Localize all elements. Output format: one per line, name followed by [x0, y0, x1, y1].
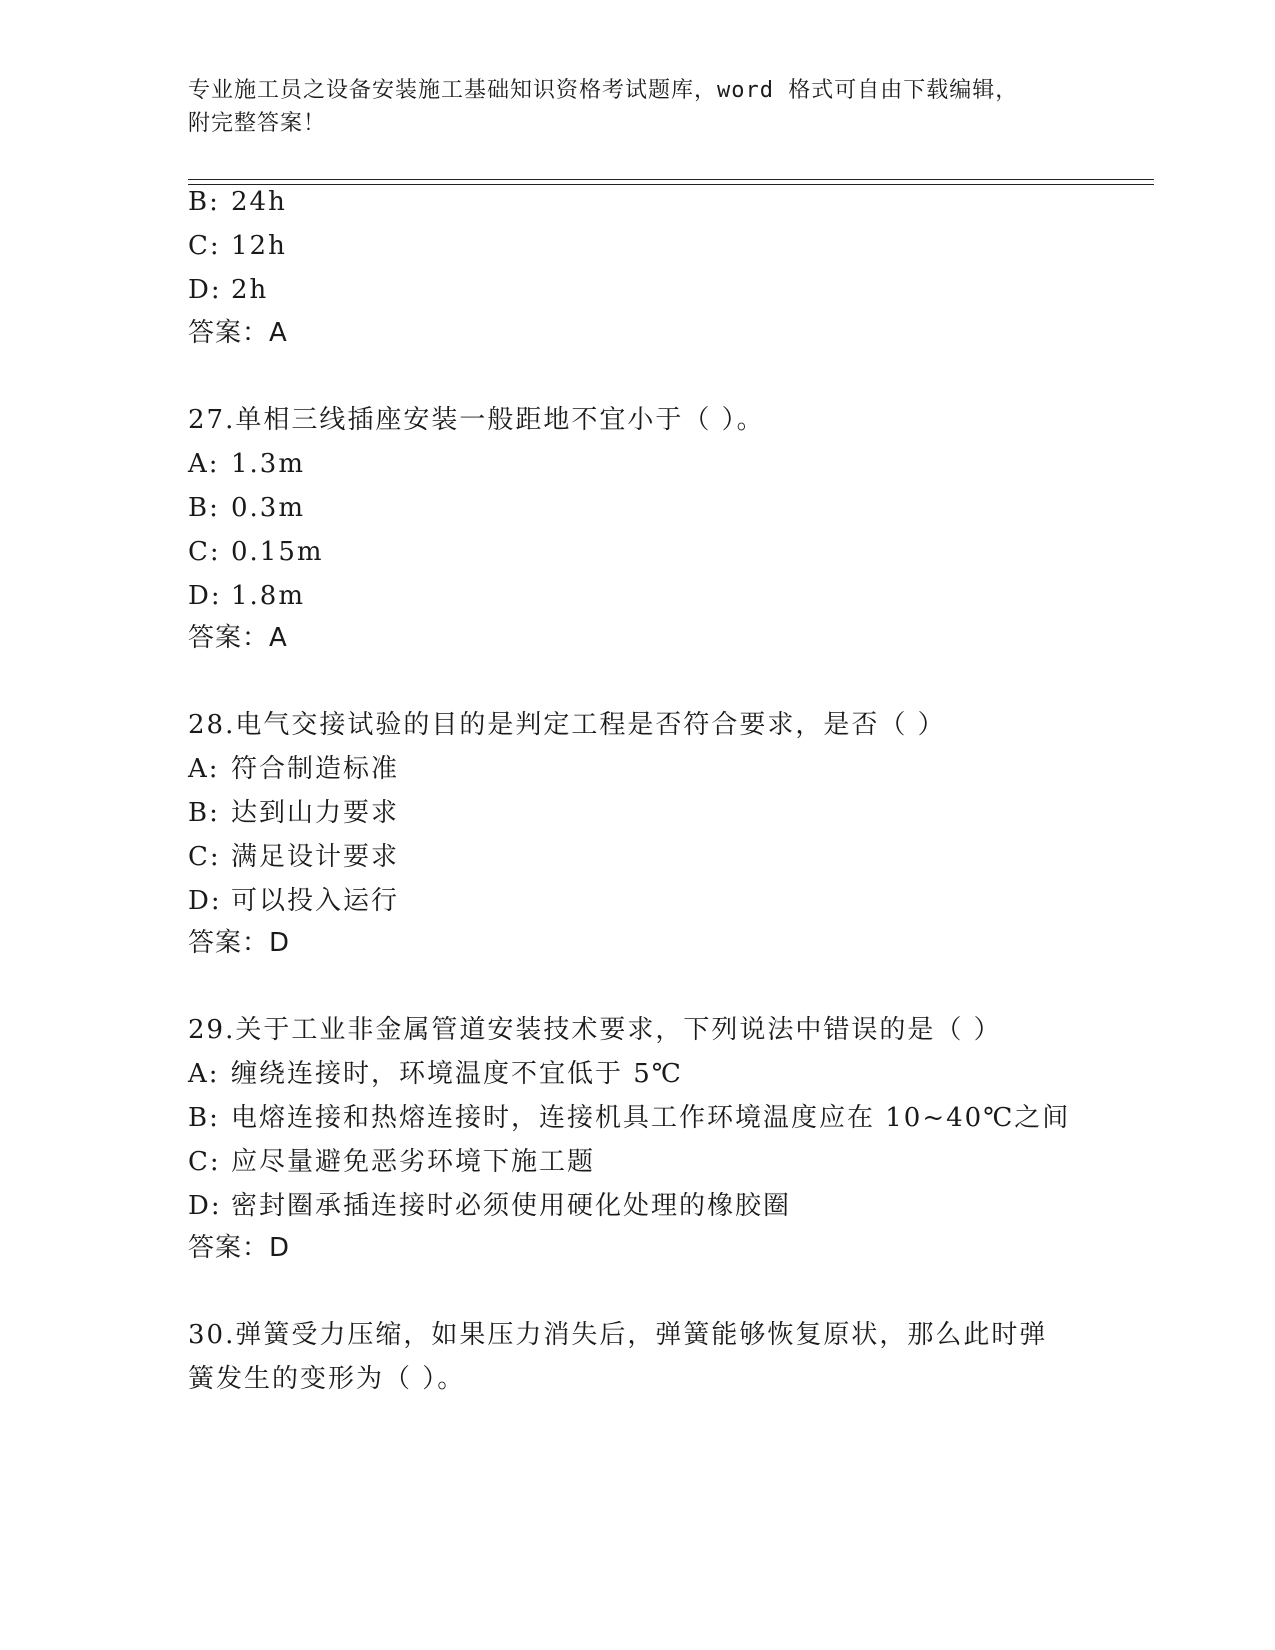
q27-option-b: [188, 491, 305, 525]
option-label: B:: [188, 187, 220, 217]
option-text: 1.8m: [231, 581, 306, 611]
option-label: C:: [188, 842, 221, 872]
option-text: 12h: [231, 231, 287, 261]
option-label: C:: [188, 231, 221, 261]
option-text: 2h: [231, 275, 269, 305]
header-divider-bottom: [188, 184, 1154, 185]
option-label: B:: [188, 1103, 220, 1133]
option-text: 缠绕连接时，环境温度不宜低于 5℃: [231, 1059, 683, 1089]
q27-stem: 27.单相三线插座安装一般距地不宜小于（ ）。: [188, 405, 765, 435]
option-text: 24h: [231, 187, 287, 217]
q29-stem: 29.关于工业非金属管道安装技术要求，下列说法中错误的是（ ）: [188, 1015, 1002, 1045]
q26-option-d: [188, 273, 268, 307]
option-label: A:: [188, 449, 220, 479]
q29-option-a: [188, 1057, 683, 1091]
q26-answer: 答案：A: [188, 318, 288, 348]
option-text: 应尽量避免恶劣环境下施工题: [231, 1147, 596, 1177]
option-label: D:: [188, 1191, 222, 1221]
q26-option-b: [188, 185, 287, 219]
option-text: 1.3m: [231, 449, 306, 479]
q29-option-b: [188, 1101, 1070, 1135]
q30-stem-line-2: 簧发生的变形为（ ）。: [188, 1364, 466, 1394]
document-header: [188, 74, 1068, 140]
q29-option-d: [188, 1189, 791, 1223]
option-text: 密封圈承插连接时必须使用硬化处理的橡胶圈: [231, 1191, 792, 1221]
option-text: 电熔连接和热熔连接时，连接机具工作环境温度应在 10~40℃之间: [231, 1103, 1071, 1133]
q28-stem: 28.电气交接试验的目的是判定工程是否符合要求，是否（ ）: [188, 710, 946, 740]
q28-option-c: [188, 840, 399, 874]
header-divider-top: [188, 179, 1154, 180]
option-text: 满足设计要求: [231, 842, 400, 872]
option-label: B:: [188, 493, 220, 523]
header-line-2: 附完整答案！: [188, 111, 327, 136]
q28-option-a: [188, 752, 399, 786]
option-label: B:: [188, 798, 220, 828]
option-label: D:: [188, 275, 222, 305]
q28-option-d: [188, 884, 399, 918]
option-label: C:: [188, 537, 221, 567]
q26-option-c: [188, 229, 287, 263]
q28-option-b: [188, 796, 399, 830]
option-text: 达到山力要求: [231, 798, 400, 828]
option-label: D:: [188, 581, 222, 611]
option-text: 0.15m: [231, 537, 324, 567]
q30-stem-line-1: 30.弹簧受力压缩，如果压力消失后，弹簧能够恢复原状，那么此时弹: [188, 1320, 1048, 1350]
option-label: C:: [188, 1147, 221, 1177]
q27-option-c: [188, 535, 324, 569]
q29-option-c: [188, 1145, 595, 1179]
header-line-1: 专业施工员之设备安装施工基础知识资格考试题库，word 格式可自由下载编辑，: [188, 78, 1019, 103]
q27-option-a: [188, 447, 305, 481]
option-text: 符合制造标准: [231, 754, 400, 784]
q29-answer: 答案：D: [188, 1233, 291, 1263]
option-label: D:: [188, 886, 222, 916]
q28-answer: 答案：D: [188, 928, 291, 958]
q27-option-d: [188, 579, 305, 613]
option-text: 0.3m: [231, 493, 306, 523]
option-label: A:: [188, 1059, 220, 1089]
option-text: 可以投入运行: [231, 886, 400, 916]
option-label: A:: [188, 754, 220, 784]
q27-answer: 答案：A: [188, 623, 288, 653]
